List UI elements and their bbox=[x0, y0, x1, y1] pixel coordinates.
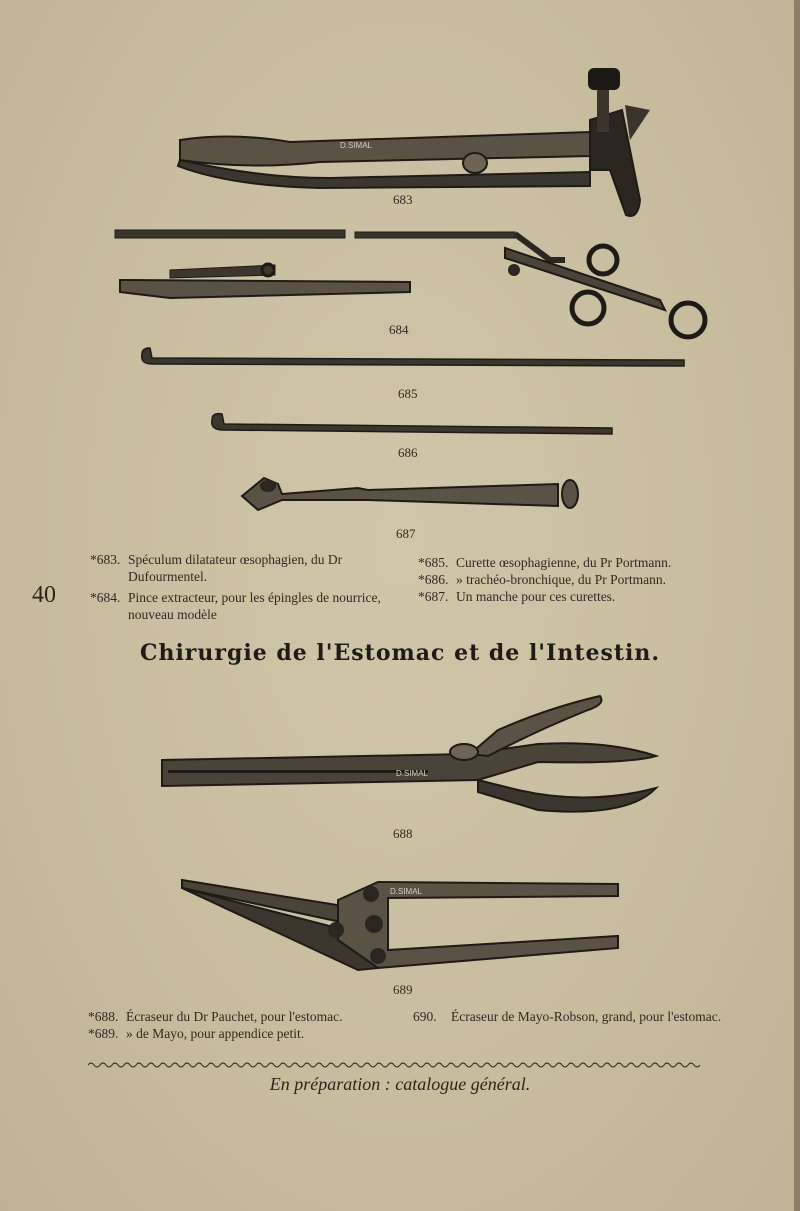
caption-text: Pince extracteur, pour les épingles de nourrice, nouveau modèle bbox=[128, 590, 381, 622]
caption-687 bbox=[418, 588, 730, 605]
caption-number: *686. bbox=[418, 572, 449, 587]
figure-689-ecraseur-mayo bbox=[178, 870, 630, 978]
captions-bottom-left bbox=[88, 1008, 403, 1042]
caption-text: Spéculum dilatateur œsophagien, du Dr Dufourmentel. bbox=[128, 552, 343, 584]
caption-text: Un manche pour ces curettes. bbox=[456, 589, 616, 604]
figure-number-686: 686 bbox=[398, 445, 418, 460]
footer-note: En préparation : catalogue général. bbox=[269, 1074, 531, 1094]
figure-number-689: 689 bbox=[393, 982, 413, 997]
caption-number: *688. bbox=[88, 1009, 119, 1024]
caption-685 bbox=[418, 554, 730, 571]
brand-mark-688: D.SIMAL bbox=[396, 769, 429, 778]
caption-number: *684. bbox=[90, 590, 121, 605]
caption-text: » trachéo-bronchique, du Pr Portmann. bbox=[456, 572, 666, 587]
captions-top-left bbox=[90, 551, 405, 623]
brand-mark-689: D.SIMAL bbox=[390, 887, 423, 896]
page-edge bbox=[794, 0, 800, 1211]
figure-686-curette bbox=[208, 410, 614, 438]
figure-688-ecraseur bbox=[158, 690, 662, 825]
caption-text: Curette œsophagienne, du Pr Portmann. bbox=[456, 555, 672, 570]
figure-number-683: 683 bbox=[393, 192, 413, 207]
page-number: 40 bbox=[32, 582, 56, 608]
figure-683-speculum bbox=[170, 60, 660, 225]
caption-number: *689. bbox=[88, 1026, 119, 1041]
figure-687-handle bbox=[238, 470, 582, 516]
figure-number-688: 688 bbox=[393, 826, 413, 841]
caption-690 bbox=[413, 1008, 723, 1025]
figure-number-684: 684 bbox=[389, 322, 409, 337]
caption-683 bbox=[90, 551, 405, 585]
caption-text: Écraseur du Dr Pauchet, pour l'estomac. bbox=[126, 1009, 343, 1024]
captions-top-right bbox=[418, 554, 730, 605]
caption-text: Écraseur de Mayo-Robson, grand, pour l'estomac. bbox=[451, 1009, 722, 1024]
caption-text: » de Mayo, pour appendice petit. bbox=[126, 1026, 305, 1041]
decorative-wavy-rule bbox=[88, 1060, 718, 1070]
figure-684-forceps bbox=[110, 220, 715, 340]
caption-684 bbox=[90, 589, 405, 623]
caption-number: *687. bbox=[418, 589, 449, 604]
caption-number: 690. bbox=[413, 1009, 437, 1024]
brand-mark-683: D.SIMAL bbox=[340, 141, 373, 150]
caption-689 bbox=[88, 1025, 403, 1042]
figure-number-687: 687 bbox=[396, 526, 416, 541]
caption-688 bbox=[88, 1008, 403, 1025]
section-heading: Chirurgie de l'Estomac et de l'Intestin. bbox=[139, 640, 661, 666]
figure-number-685: 685 bbox=[398, 386, 418, 401]
caption-number: *685. bbox=[418, 555, 449, 570]
caption-686 bbox=[418, 571, 730, 588]
figure-685-curette bbox=[138, 346, 686, 372]
captions-bottom-right bbox=[413, 1008, 723, 1025]
caption-number: *683. bbox=[90, 552, 121, 567]
